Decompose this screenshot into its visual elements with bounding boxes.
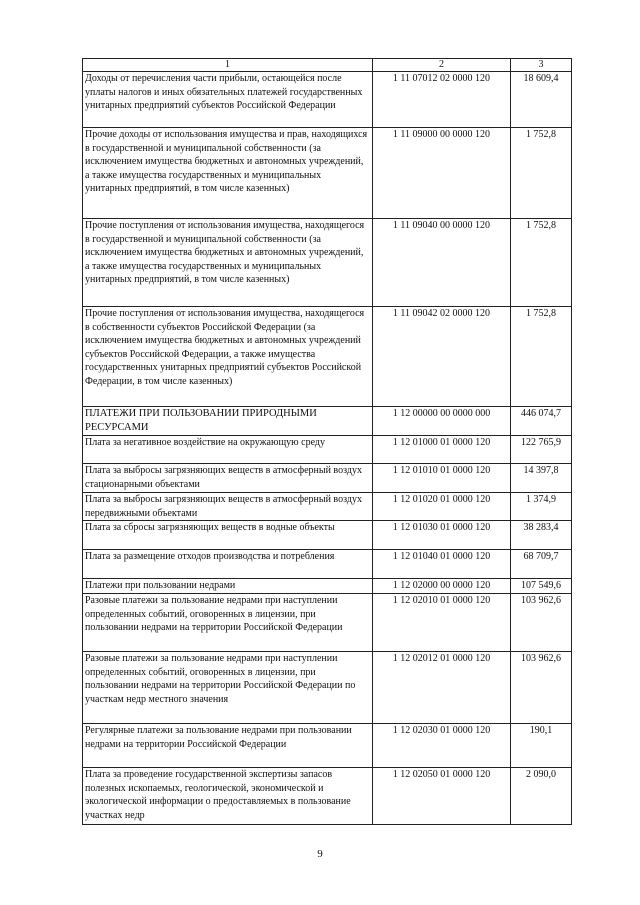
row-name: Разовые платежи за пользование недрами при наступлении определенных событий, оговоренных в лицензии, при пользовании недрами на территории Российской Федерации [83, 594, 373, 652]
row-code: 1 12 02012 01 0000 120 [373, 652, 511, 724]
header-col-3: 3 [511, 59, 572, 72]
table-row [83, 724, 572, 768]
table-header-row [83, 59, 572, 72]
row-name: Прочие доходы от использования имущества и прав, находящихся в государственной и муниципальной собственности (за исключением имущества бюджетных и автономных учреждений, а также имущества государственных и муниципальных унитарных предприятий, в том числе казенных) [83, 128, 373, 219]
row-code: 1 12 01000 01 0000 120 [373, 436, 511, 464]
table-row [83, 307, 572, 407]
table-row [83, 219, 572, 307]
row-name: Регулярные платежи за пользование недрами при пользовании недрами на территории Российской Федерации [83, 724, 373, 768]
row-name: Плата за размещение отходов производства и потребления [83, 550, 373, 579]
row-amount: 1 752,8 [511, 307, 572, 407]
row-amount: 1 752,8 [511, 128, 572, 219]
row-code: 1 11 09042 02 0000 120 [373, 307, 511, 407]
row-name: Плата за сбросы загрязняющих веществ в водные объекты [83, 521, 373, 550]
row-name: ПЛАТЕЖИ ПРИ ПОЛЬЗОВАНИИ ПРИРОДНЫМИ РЕСУРСАМИ [83, 407, 373, 436]
table-row [83, 768, 572, 825]
row-amount: 14 397,8 [511, 464, 572, 493]
table-row [83, 594, 572, 652]
row-amount: 68 709,7 [511, 550, 572, 579]
table-row [83, 550, 572, 579]
row-code: 1 12 01010 01 0000 120 [373, 464, 511, 493]
table-row [83, 436, 572, 464]
row-amount: 446 074,7 [511, 407, 572, 436]
table-row [83, 521, 572, 550]
row-code: 1 12 02030 01 0000 120 [373, 724, 511, 768]
row-code: 1 12 01030 01 0000 120 [373, 521, 511, 550]
row-name: Прочие поступления от использования имущества, находящегося в государственной и муниципальной собственности (за исключением имущества бюджетных и автономных учреждений, а также имущества государственных и муниципальных унитарных предприятий, в том числе казенных) [83, 219, 373, 307]
row-amount: 190,1 [511, 724, 572, 768]
row-code: 1 12 01040 01 0000 120 [373, 550, 511, 579]
row-code: 1 11 07012 02 0000 120 [373, 72, 511, 128]
header-col-2: 2 [373, 59, 511, 72]
row-amount: 1 374,9 [511, 493, 572, 521]
row-code: 1 12 02050 01 0000 120 [373, 768, 511, 825]
row-code: 1 11 09000 00 0000 120 [373, 128, 511, 219]
row-amount: 107 549,6 [511, 579, 572, 594]
row-name: Доходы от перечисления части прибыли, остающейся после уплаты налогов и иных обязательных платежей государственных унитарных предприятий субъектов Российской Федерации [83, 72, 373, 128]
table-row [83, 493, 572, 521]
row-code: 1 12 02000 00 0000 120 [373, 579, 511, 594]
table-row [83, 652, 572, 724]
row-name: Прочие поступления от использования имущества, находящегося в собственности субъектов Российской Федерации (за исключением имущества бюджетных и автономных учреждений субъектов Российской Федерации, а также имущества государственных унитарных предприятий субъектов Российской Федерации, в том числе казенных) [83, 307, 373, 407]
row-amount: 1 752,8 [511, 219, 572, 307]
row-amount: 38 283,4 [511, 521, 572, 550]
row-name: Плата за негативное воздействие на окружающую среду [83, 436, 373, 464]
row-name: Платежи при пользовании недрами [83, 579, 373, 594]
row-name: Плата за выбросы загрязняющих веществ в атмосферный воздух стационарными объектами [83, 464, 373, 493]
row-name: Плата за проведение государственной экспертизы запасов полезных ископаемых, геологической, экономической и экологической информации о предоставляемых в пользование участках недр [83, 768, 373, 825]
row-code: 1 11 09040 00 0000 120 [373, 219, 511, 307]
revenue-table [82, 58, 572, 825]
row-name: Плата за выбросы загрязняющих веществ в атмосферный воздух передвижными объектами [83, 493, 373, 521]
row-code: 1 12 00000 00 0000 000 [373, 407, 511, 436]
header-col-1: 1 [83, 59, 373, 72]
row-code: 1 12 02010 01 0000 120 [373, 594, 511, 652]
row-code: 1 12 01020 01 0000 120 [373, 493, 511, 521]
table-row [83, 407, 572, 436]
page-number: 9 [317, 848, 323, 860]
table-row [83, 128, 572, 219]
row-amount: 18 609,4 [511, 72, 572, 128]
table-row [83, 579, 572, 594]
row-amount: 2 090,0 [511, 768, 572, 825]
row-name: Разовые платежи за пользование недрами при наступлении определенных событий, оговоренных в лицензии, при пользовании недрами на территории Российской Федерации по участкам недр местного значения [83, 652, 373, 724]
table-row [83, 72, 572, 128]
table-row [83, 464, 572, 493]
row-amount: 103 962,6 [511, 594, 572, 652]
row-amount: 122 765,9 [511, 436, 572, 464]
row-amount: 103 962,6 [511, 652, 572, 724]
